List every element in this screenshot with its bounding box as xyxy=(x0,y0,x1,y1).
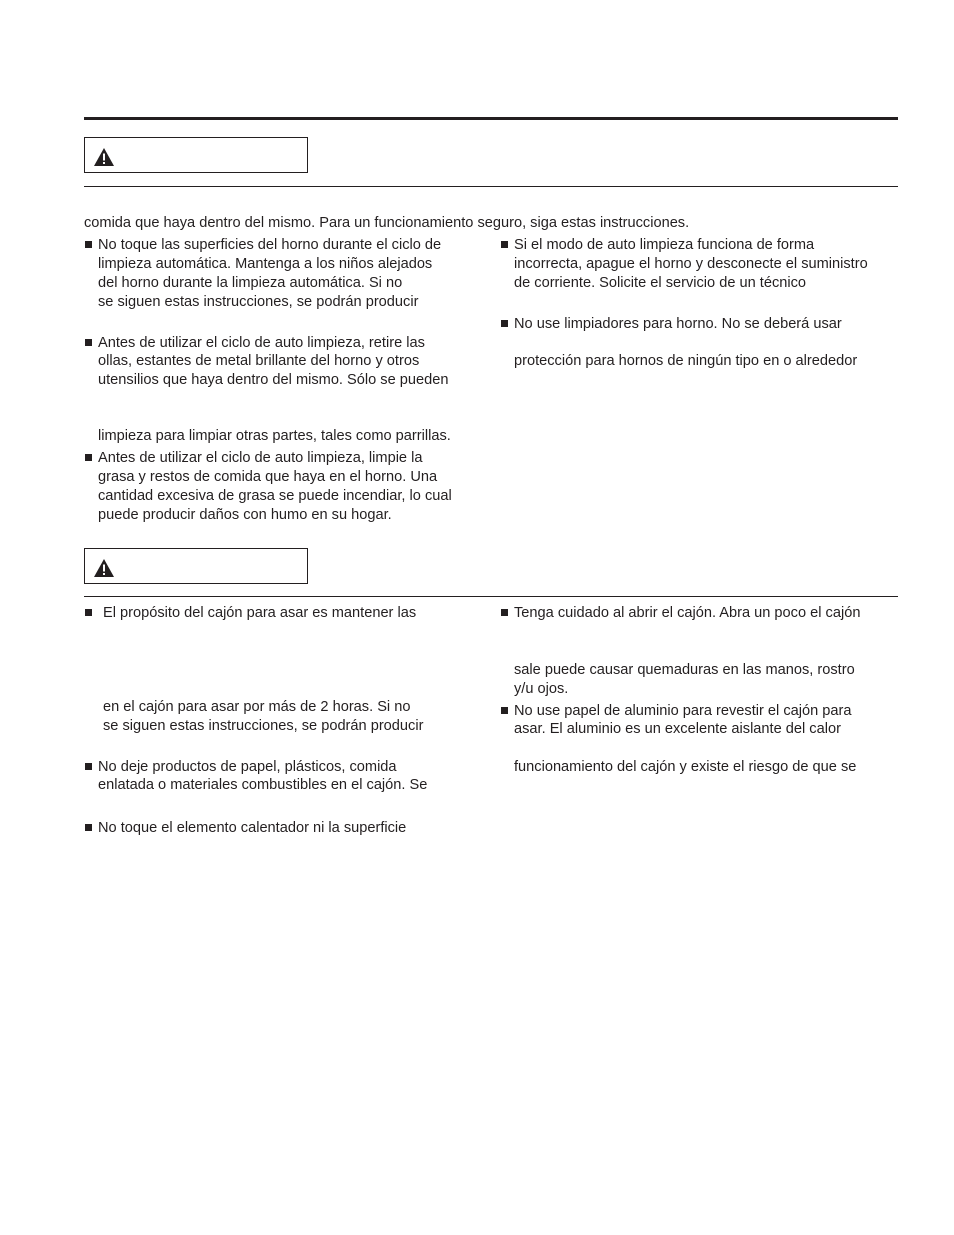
s2-left-item1-line2: en el cajón para asar por más de 2 horas. Si no xyxy=(103,699,411,715)
s2-left-item3-line1: No toque el elemento calentador ni la superficie xyxy=(98,820,407,836)
s1-left-item3-line2: grasa y restos de comida que haya en el horno. Una xyxy=(98,469,438,485)
s2-right-item1-line2: sale puede causar quemaduras en las manos, rostro xyxy=(514,662,855,678)
s1-left-item3-line3: cantidad excesiva de grasa se puede incendiar, lo cual xyxy=(98,488,452,504)
section1-intro: comida que haya dentro del mismo. Para un funcionamiento seguro, siga estas instrucciones. xyxy=(84,215,690,231)
bullet xyxy=(501,609,508,616)
s2-right-item2-line1: No use papel de aluminio para revestir el cajón para xyxy=(514,703,852,719)
s1-left-item1-line2: limpieza automática. Mantenga a los niños alejados xyxy=(98,256,433,272)
s2-left-item2-line2: enlatada o materiales combustibles en el cajón. Se xyxy=(98,777,428,793)
s1-left-item2-line2: ollas, estantes de metal brillante del horno y otros xyxy=(98,353,420,369)
s1-right-item1-line2: incorrecta, apague el horno y desconecte el suministro xyxy=(514,256,868,272)
warning-icon xyxy=(93,558,115,578)
s1-right-item1-line1: Si el modo de auto limpieza funciona de forma xyxy=(514,237,815,253)
top-rule xyxy=(84,117,898,120)
bullet xyxy=(85,454,92,461)
bullet xyxy=(501,241,508,248)
warning-box-1 xyxy=(84,137,308,173)
s1-right-item2-line2: protección para hornos de ningún tipo en o alrededor xyxy=(514,353,858,369)
warning-icon xyxy=(93,147,115,167)
s1-right-item1-line3: de corriente. Solicite el servicio de un técnico xyxy=(514,275,807,291)
s2-left-item2-line1: No deje productos de papel, plásticos, comida xyxy=(98,759,397,775)
bullet xyxy=(85,763,92,770)
s1-left-item2-line3: utensilios que haya dentro del mismo. Sólo se pueden xyxy=(98,372,449,388)
s2-right-item1-line1: Tenga cuidado al abrir el cajón. Abra un poco el cajón xyxy=(514,605,861,621)
warning-box-2 xyxy=(84,548,308,584)
bullet xyxy=(85,339,92,346)
bullet xyxy=(501,707,508,714)
section2-rule xyxy=(84,596,898,597)
s2-right-item1-line3: y/u ojos. xyxy=(514,681,569,697)
bullet xyxy=(85,824,92,831)
s1-left-item1-line1: No toque las superficies del horno durante el ciclo de xyxy=(98,237,442,253)
s1-left-item1-line3: del horno durante la limpieza automática. Si no xyxy=(98,275,403,291)
s1-left-item1-line4: se siguen estas instrucciones, se podrán producir xyxy=(98,294,419,310)
bullet xyxy=(501,320,508,327)
s1-left-item2-line1: Antes de utilizar el ciclo de auto limpieza, retire las xyxy=(98,335,425,351)
s2-left-item1-line3: se siguen estas instrucciones, se podrán producir xyxy=(103,718,424,734)
s2-right-item2-line3: funcionamiento del cajón y existe el riesgo de que se xyxy=(514,759,857,775)
s1-left-item3-line1: Antes de utilizar el ciclo de auto limpieza, limpie la xyxy=(98,450,423,466)
section1-rule xyxy=(84,186,898,187)
s1-left-item2-line4: limpieza para limpiar otras partes, tales como parrillas. xyxy=(98,428,451,444)
bullet xyxy=(85,241,92,248)
s2-left-item1-line1: El propósito del cajón para asar es mantener las xyxy=(103,605,417,621)
s1-left-item3-line4: puede producir daños con humo en su hogar. xyxy=(98,507,392,523)
bullet xyxy=(85,609,92,616)
s2-right-item2-line2: asar. El aluminio es un excelente aislante del calor xyxy=(514,721,841,737)
s1-right-item2-line1: No use limpiadores para horno. No se deberá usar xyxy=(514,316,842,332)
